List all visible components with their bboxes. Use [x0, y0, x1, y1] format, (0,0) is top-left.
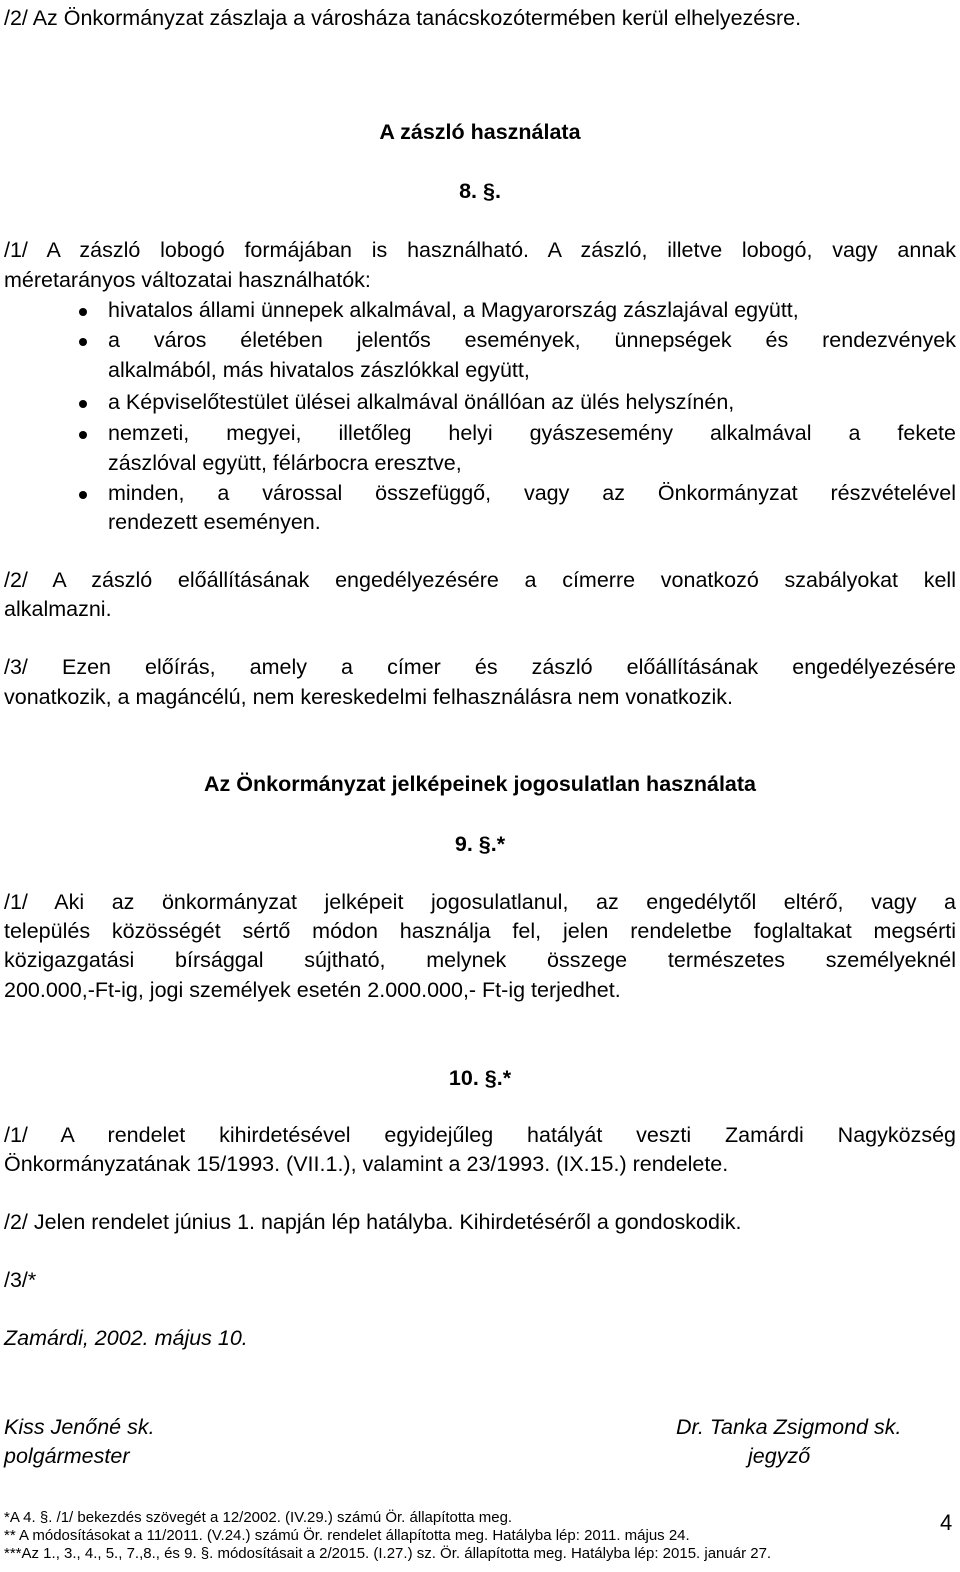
bullet-item: a Képviselőtestület ülései alkalmával önállóan az ülés helyszínén,	[108, 390, 735, 414]
bullet-item: a város életében jelentős események, ünnepségek és rendezvények	[108, 328, 956, 352]
paragraph-line: /3/ Ezen előírás, amely a címer és zászló előállításának engedélyezésére	[4, 655, 956, 679]
section-number-10: 10. §.*	[448, 1066, 512, 1090]
paragraph-line: vonatkozik, a magáncélú, nem kereskedelmi felhasználásra nem vonatkozik.	[4, 685, 733, 709]
page-number: 4	[940, 1510, 953, 1535]
heading-unauthorized-use: Az Önkormányzat jelképeinek jogosulatlan használata	[204, 772, 756, 796]
bullet-item: nemzeti, megyei, illetőleg helyi gyászesemény alkalmával a fekete	[108, 421, 956, 445]
footnote: ** A módosításokat a 11/2011. (V.24.) számú Ör. rendelet állapította meg. Hatályba lép: 2011. május 24.	[4, 1527, 690, 1544]
footnote: ***Az 1., 3., 4., 5., 7.,8., és 9. §. módosításait a 2/2015. (I.27.) sz. Ör. állapította meg. Hatályba lép: 2015. január 27.	[4, 1545, 772, 1562]
signature-notary-name: Dr. Tanka Zsigmond sk.	[676, 1415, 902, 1439]
signature-mayor-title: polgármester	[4, 1444, 130, 1468]
bullet-dot	[79, 308, 87, 316]
bullet-dot	[79, 491, 87, 499]
bullet-item-continuation: alkalmából, más hivatalos zászlókkal együtt,	[108, 358, 530, 382]
paragraph-line: /2/ A zászló előállításának engedélyezésére a címerre vonatkozó szabályokat kell	[4, 568, 956, 592]
paragraph-line: /2/ Jelen rendelet június 1. napján lép hatályba. Kihirdetéséről a gondoskodik.	[4, 1210, 742, 1234]
signature-notary-title: jegyző	[748, 1444, 811, 1468]
bullet-item: minden, a várossal összefüggő, vagy az Önkormányzat részvételével	[108, 481, 956, 505]
place-date: Zamárdi, 2002. május 10.	[4, 1326, 248, 1350]
paragraph-line: méretarányos változatai használhatók:	[4, 268, 371, 292]
bullet-item-continuation: zászlóval együtt, félárbocra eresztve,	[108, 451, 462, 475]
paragraph-line: Önkormányzatának 15/1993. (VII.1.), valamint a 23/1993. (IX.15.) rendelete.	[4, 1152, 729, 1176]
bullet-dot	[79, 338, 87, 346]
paragraph-line: közigazgatási bírsággal sújtható, melynek összege természetes személyeknél	[4, 948, 956, 972]
bullet-item-continuation: rendezett eseményen.	[108, 510, 321, 534]
heading-flag-use: A zászló használata	[379, 120, 581, 144]
section-number-9: 9. §.*	[454, 832, 506, 856]
paragraph-line: település közösségét sértő módon használja fel, jelen rendeletbe foglaltakat megsérti	[4, 919, 956, 943]
signature-mayor-name: Kiss Jenőné sk.	[4, 1415, 155, 1439]
paragraph-flag-placement: /2/ Az Önkormányzat zászlaja a városháza tanácskozótermében kerül elhelyezésre.	[4, 6, 802, 30]
paragraph-line: /1/ A rendelet kihirdetésével egyidejűleg hatályát veszti Zamárdi Nagyközség	[4, 1123, 956, 1147]
footnote: *A 4. §. /1/ bekezdés szövegét a 12/2002. (IV.29.) számú Ör. állapította meg.	[4, 1509, 513, 1526]
paragraph-line: /1/ Aki az önkormányzat jelképeit jogosulatlanul, az engedélytől eltérő, vagy a	[4, 890, 956, 914]
paragraph-line: /3/*	[4, 1268, 37, 1292]
bullet-item: hivatalos állami ünnepek alkalmával, a Magyarország zászlajával együtt,	[108, 298, 799, 322]
section-number-8: 8. §.	[459, 179, 501, 203]
bullet-dot	[79, 431, 87, 439]
paragraph-line: /1/ A zászló lobogó formájában is használható. A zászló, illetve lobogó, vagy annak	[4, 238, 956, 262]
paragraph-line: 200.000,-Ft-ig, jogi személyek esetén 2.000.000,- Ft-ig terjedhet.	[4, 978, 621, 1002]
bullet-dot	[79, 400, 87, 408]
paragraph-line: alkalmazni.	[4, 597, 112, 621]
